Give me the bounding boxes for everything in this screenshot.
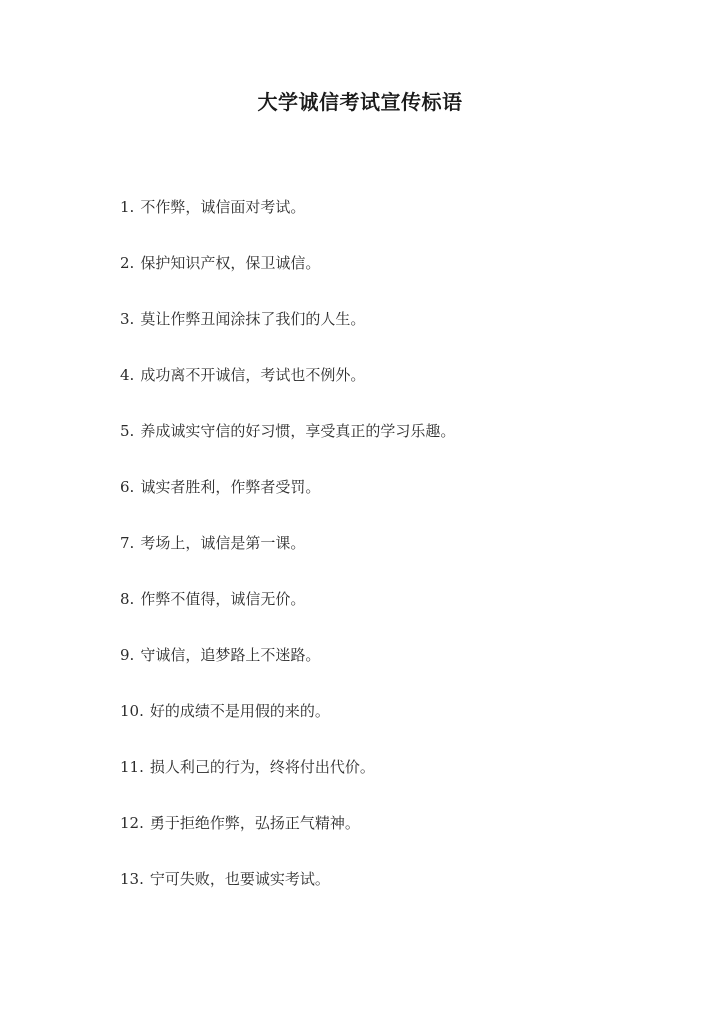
list-item-number: 7. (120, 534, 135, 552)
list-item-number: 3. (120, 310, 135, 328)
list-item-text: 莫让作弊丑闻涂抹了我们的人生。 (140, 310, 366, 328)
list-item-text: 守诚信，追梦路上不迷路。 (140, 646, 321, 664)
list-item-text: 损人利己的行为，终将付出代价。 (149, 758, 375, 776)
list-item-number: 8. (120, 590, 135, 608)
list-item (120, 476, 680, 532)
list-item (120, 252, 680, 308)
list-item-text: 诚实者胜利，作弊者受罚。 (140, 478, 321, 496)
list-item (120, 420, 680, 476)
list-item-number: 12. (120, 814, 144, 832)
list-item (120, 588, 680, 644)
list-item-number: 10. (120, 702, 144, 720)
list-item-text: 不作弊，诚信面对考试。 (140, 198, 306, 216)
list-item-text: 好的成绩不是用假的来的。 (149, 702, 330, 720)
list-item (120, 196, 680, 252)
list-item-text: 宁可失败，也要诚实考试。 (149, 870, 330, 888)
list-item (120, 532, 680, 588)
list-item-number: 13. (120, 870, 144, 888)
slogan-list (120, 196, 680, 924)
list-item (120, 868, 680, 924)
list-item-text: 保护知识产权，保卫诚信。 (140, 254, 321, 272)
list-item-text: 成功离不开诚信，考试也不例外。 (140, 366, 366, 384)
list-item-text: 作弊不值得，诚信无价。 (140, 590, 306, 608)
page-title: 大学诚信考试宣传标语 (257, 90, 463, 114)
list-item (120, 812, 680, 868)
list-item (120, 700, 680, 756)
list-item-text: 考场上，诚信是第一课。 (140, 534, 306, 552)
list-item-text: 养成诚实守信的好习惯，享受真正的学习乐趣。 (140, 422, 456, 440)
list-item-number: 2. (120, 254, 135, 272)
list-item-number: 6. (120, 478, 135, 496)
list-item (120, 308, 680, 364)
list-item-text: 勇于拒绝作弊，弘扬正气精神。 (149, 814, 360, 832)
list-item-number: 9. (120, 646, 135, 664)
list-item-number: 11. (120, 758, 144, 776)
list-item-number: 4. (120, 366, 135, 384)
list-item-number: 5. (120, 422, 135, 440)
list-item (120, 756, 680, 812)
list-item (120, 364, 680, 420)
list-item (120, 644, 680, 700)
list-item-number: 1. (120, 198, 135, 216)
